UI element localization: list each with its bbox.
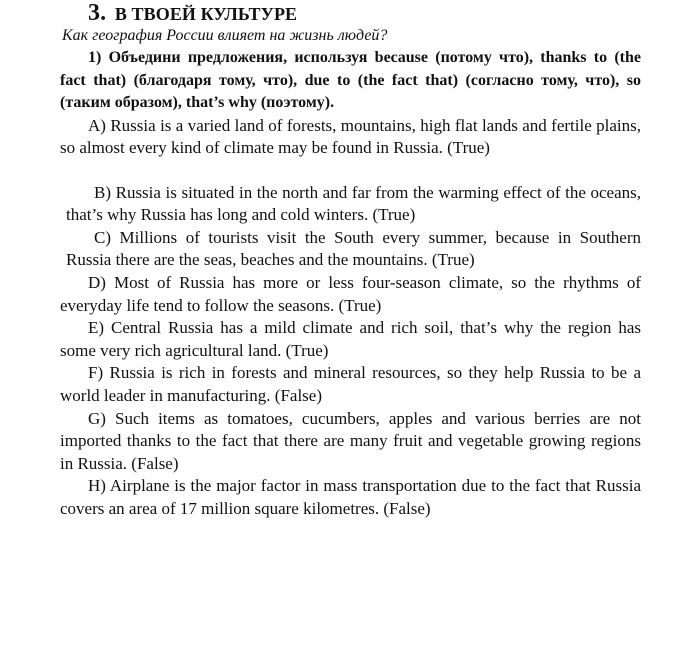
list-item-h: H) Airplane is the major factor in mass transportation due to the fact that Russia covers an area of 17 million square kilometres. (False) <box>60 476 641 518</box>
section-title: В ТВОЕЙ КУЛЬТУРЕ <box>114 4 298 24</box>
list-item-e: E) Central Russia has a mild climate and rich soil, that’s why the region has some very rich agricultural land. (True) <box>60 318 641 360</box>
list-item-f: F) Russia is rich in forests and mineral resources, so they help Russia to be a world leader in manufacturing. (False) <box>60 363 641 406</box>
section-number: 3. <box>88 0 107 26</box>
list-item-g: G) Such items as tomatoes, cucumbers, apples and various berries are not imported thanks to the fact that there are many fruit and vegetable growing regions in Russia. (False) <box>60 408 641 473</box>
list-item-a: A) Russia is a varied land of forests, mountains, high flat lands and fertile plains, so almost every kind of climate may be found in Russia. (True) <box>60 115 641 158</box>
section-subtitle: Как география России влияет на жизнь людей? <box>62 27 388 44</box>
task-instruction <box>60 47 641 115</box>
section-heading <box>88 2 641 25</box>
list-item-d: D) Most of Russia has more or less four-season climate, so the rhythms of everyday life tend to follow the seasons. (True) <box>60 273 641 315</box>
list-item-c: C) Millions of tourists visit the South every summer, because in Southern Russia there are the seas, beaches and the mountains. (True) <box>66 227 641 270</box>
textbook-page <box>0 2 679 651</box>
list-item-b: B) Russia is situated in the north and far from the warming effect of the oceans, that’s why Russia has long and cold winters. (True) <box>66 182 641 225</box>
task-text: 1) Объедини предложения, используя because (потому что), thanks to (the fact that) (благодаря тому, что), due to (the fact that) (согласно тому, что), so (таким образом), that’s why (поэтому). <box>60 49 641 111</box>
